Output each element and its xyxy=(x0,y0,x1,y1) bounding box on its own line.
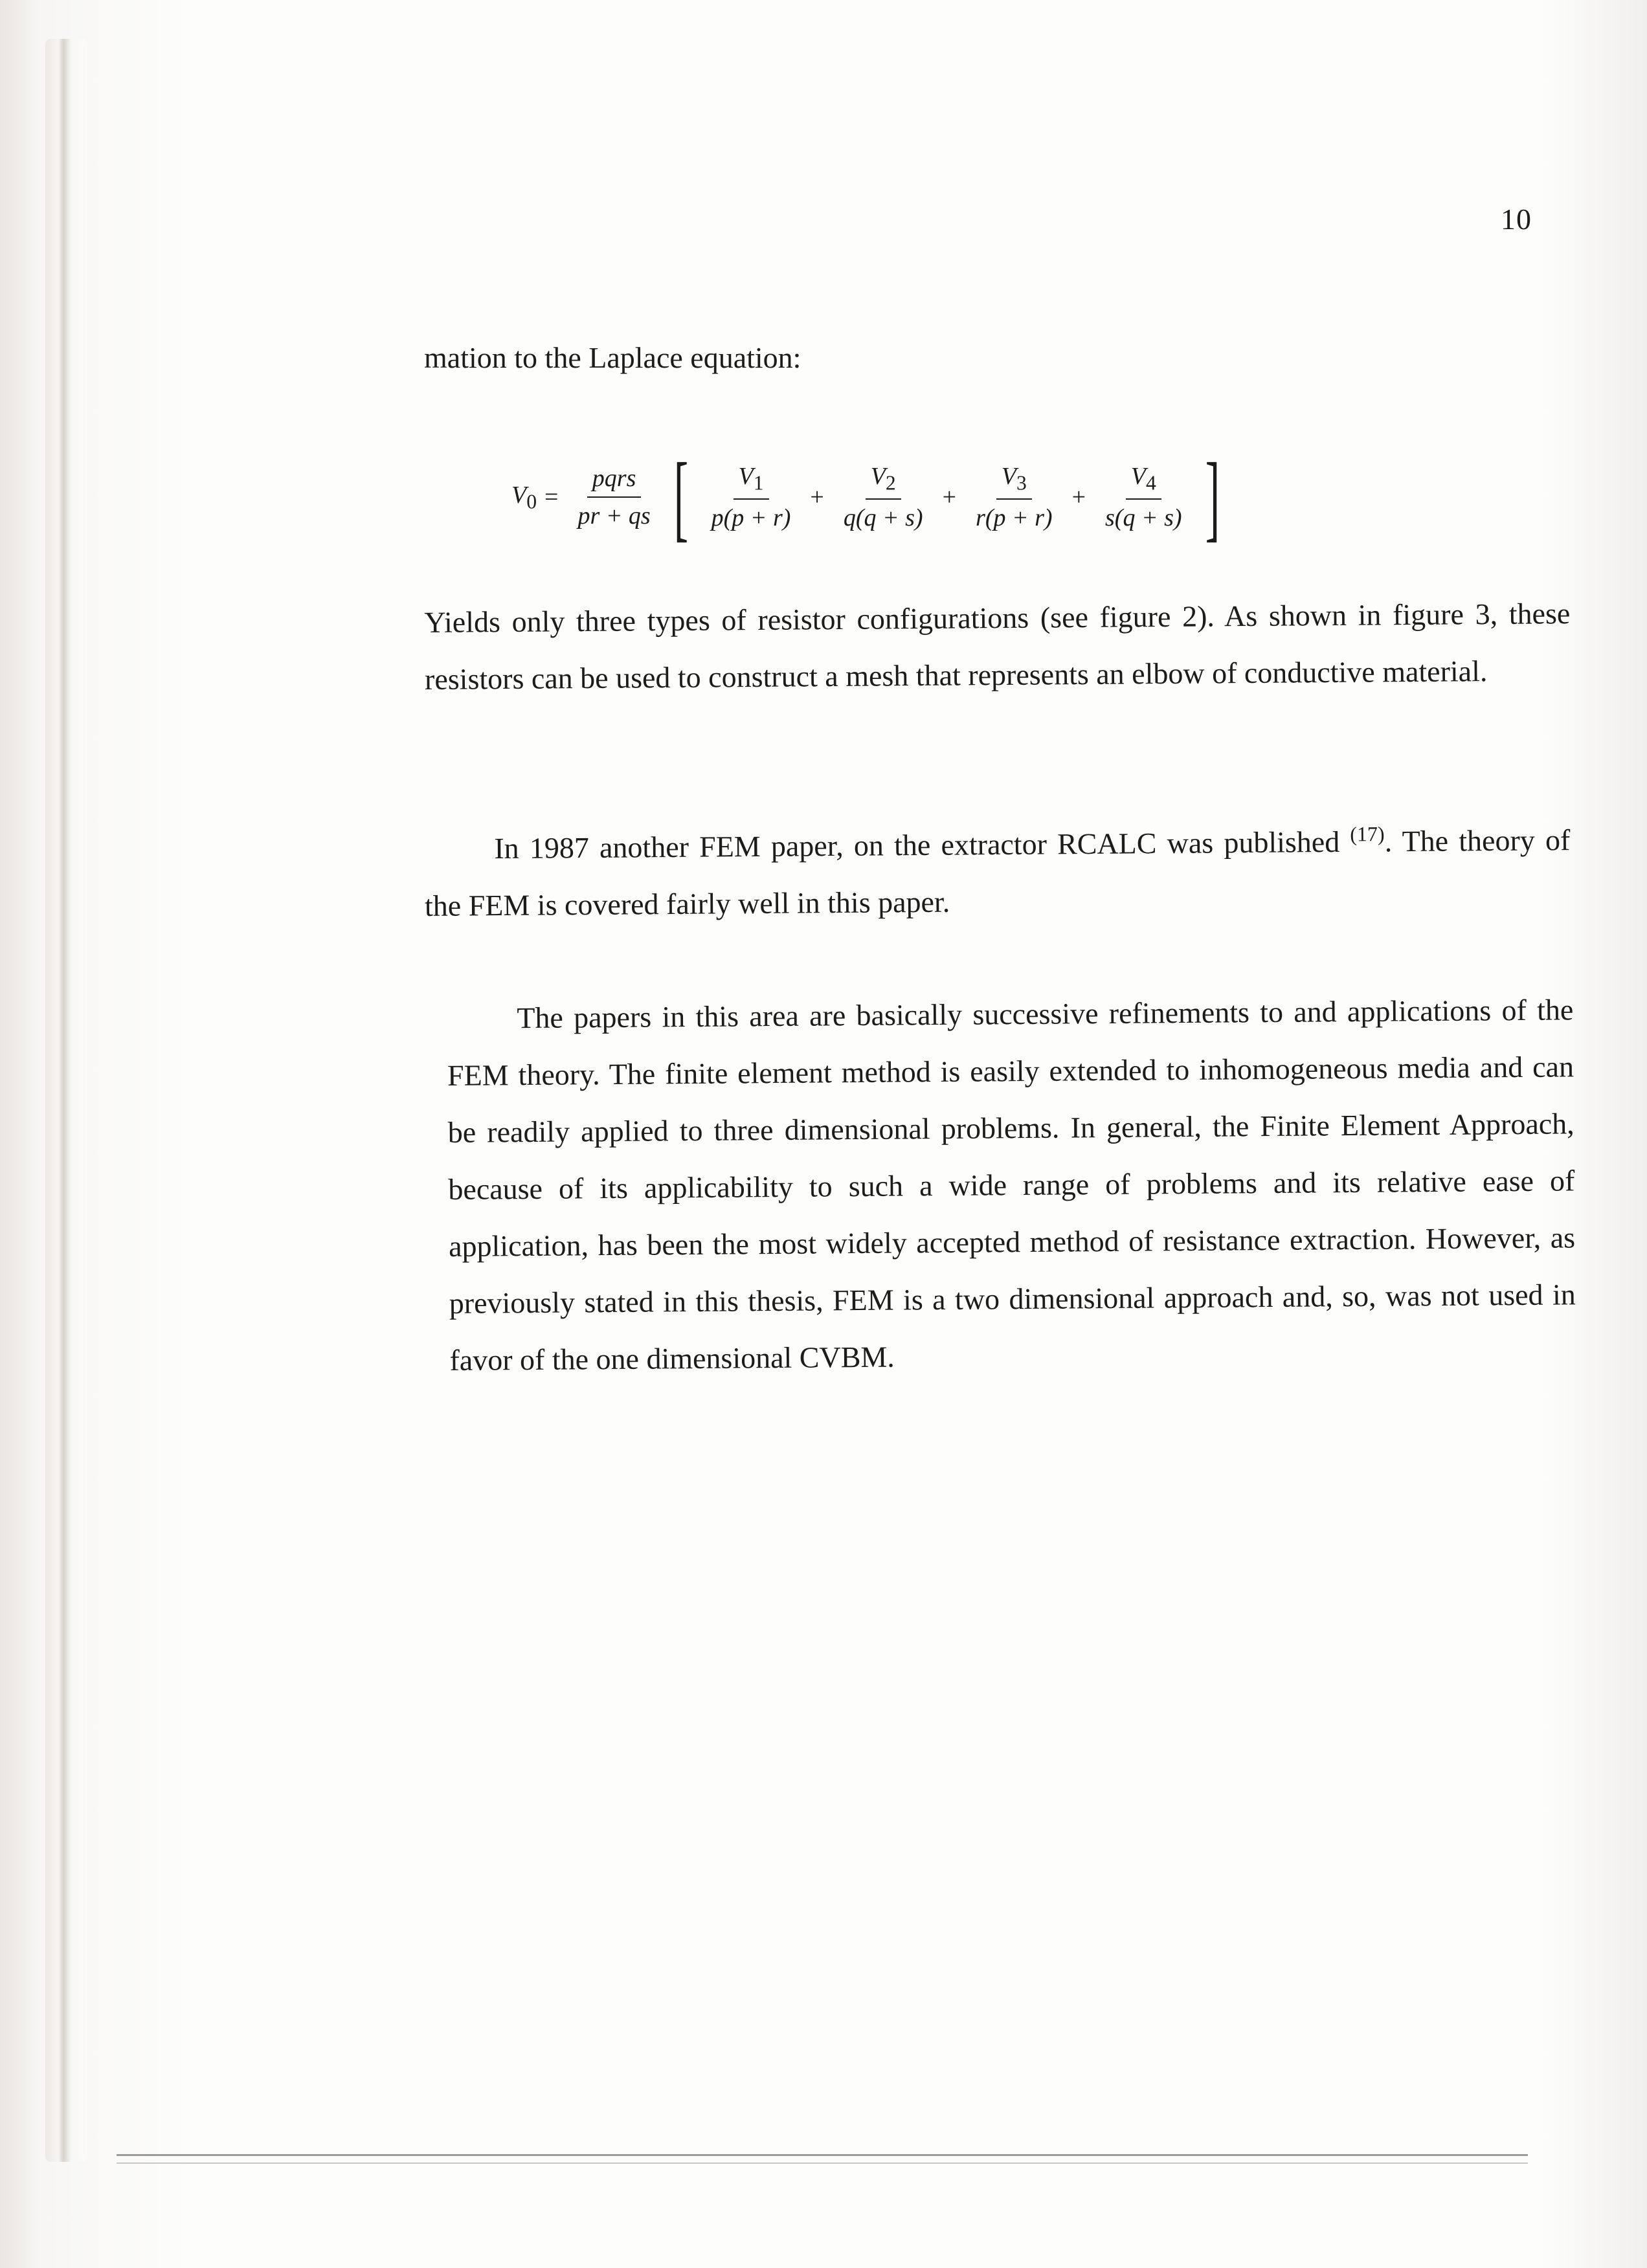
plus-sign: + xyxy=(810,484,824,511)
citation-ref: (17) xyxy=(1350,822,1385,846)
page-number: 10 xyxy=(1501,203,1532,236)
term-1-fraction: $\frac{V_1}{p(p + r)}$ xyxy=(711,462,791,532)
plus-sign: + xyxy=(942,484,957,511)
paragraph-3: The papers in this area are basically successive refinements to and applications of the FEM theory. The finite element method is easily extended to inhomogeneous media and can be readily applied to three dimensional problems. In general, the Finite Element Approach, because of its applicability to such a wide range of problems and its relative ease of application, has been the most widely accepted method of resistance extraction. However, as previously stated in this thesis, FEM is a two dimensional approach and, so, was not used in favor of the one dimensional CVBM. xyxy=(447,993,1576,1377)
plus-sign: + xyxy=(1071,484,1086,511)
prefactor-denominator: pr + qs xyxy=(577,502,651,529)
laplace-equation xyxy=(511,432,1231,562)
intro-line: mation to the Laplace equation: xyxy=(424,341,801,374)
paragraph-1: Yields only three types of resistor configurations (see figure 2). As shown in figure 3, these resistors can be used to construct a mesh that represents an elbow of conductive material. xyxy=(424,597,1571,696)
left-bracket: [ xyxy=(673,443,688,551)
term-3-fraction: $\frac{V_3}{r(p + r)}$ xyxy=(976,462,1053,532)
prefactor-numerator: pqrs xyxy=(587,464,642,498)
paragraph-2: In 1987 another FEM paper, on the extractor RCALC was published $^{(17)}$. The theory of the FEM is covered fairly well in this paper. xyxy=(424,822,1571,922)
equals-sign: = xyxy=(544,484,559,511)
right-bracket: ] xyxy=(1205,443,1220,551)
prefactor-fraction xyxy=(572,464,655,530)
term-2-fraction: $\frac{V_2}{q(q + s)}$ xyxy=(843,462,923,532)
term-4-fraction: $\frac{V_4}{s(q + s)}$ xyxy=(1105,462,1182,532)
equation-lhs: $V_0$ xyxy=(511,481,537,513)
